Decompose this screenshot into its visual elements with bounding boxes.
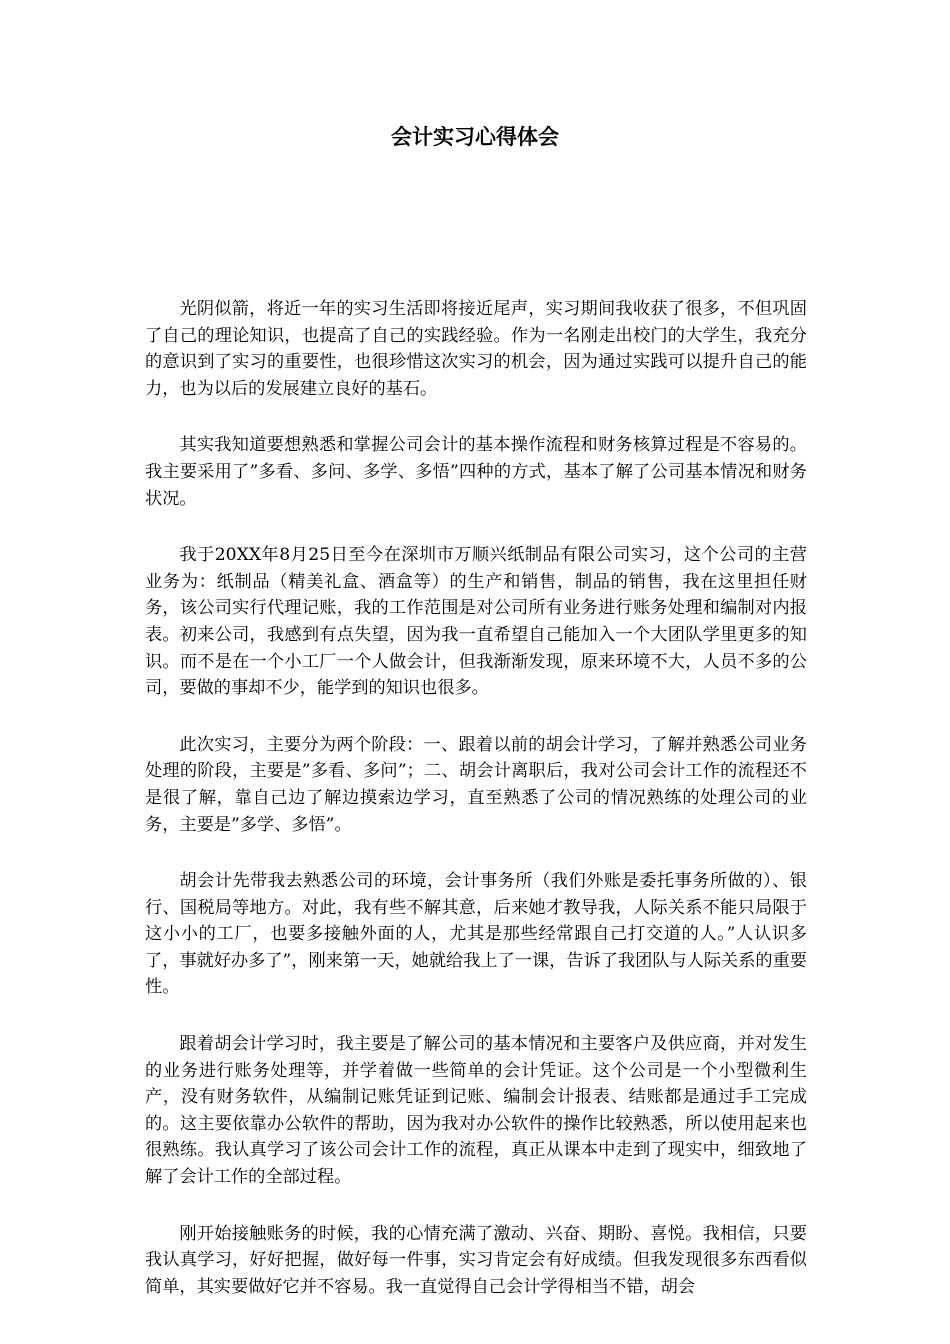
paragraph-4: 此次实习，主要分为两个阶段：一、跟着以前的胡会计学习，了解并熟悉公司业务处理的阶段，主要是”多看、多问”；二、胡会计离职后，我对公司会计工作的流程还不是很了解，靠自己边了解边摸索边学习，直至熟悉了公司的情况熟练的处理公司的业务，主要是”多学、多悟”。 [145, 734, 807, 835]
paragraph-2: 其实我知道要想熟悉和掌握公司会计的基本操作流程和财务核算过程是不容易的。我主要采用了”多看、多问、多学、多悟”四种的方式，基本了解了公司基本情况和财务状况。 [145, 435, 807, 509]
document-title: 会计实习心得体会 [391, 125, 559, 149]
paragraph-7: 刚开始接触账务的时候，我的心情充满了激动、兴奋、期盼、喜悦。我相信，只要我认真学习，好好把握，做好每一件事，实习肯定会有好成绩。但我发现很多东西看似简单，其实要做好它并不容易。我一直觉得自己会计学得相当不错，胡会 [145, 1223, 807, 1297]
paragraph-6: 跟着胡会计学习时，我主要是了解公司的基本情况和主要客户及供应商，并对发生的业务进行账务处理等，并学着做一些简单的会计凭证。这个公司是一个小型微利生产，没有财务软件，从编制记账凭证到记账、编制会计报表、结账都是通过手工完成的。这主要依靠办公软件的帮助，因为我对办公软件的操作比较熟悉，所以使用起来也很熟练。我认真学习了该公司会计工作的流程，真正从课本中走到了现实中，细致地了解了会计工作的全部过程。 [145, 1034, 807, 1188]
paragraph-1: 光阴似箭，将近一年的实习生活即将接近尾声，实习期间我收获了很多，不但巩固了自己的理论知识，也提高了自己的实践经验。作为一名刚走出校门的大学生，我充分的意识到了实习的重要性，也很珍惜这次实习的机会，因为通过实践可以提升自己的能力，也为以后的发展建立良好的基石。 [145, 299, 807, 399]
document-body [145, 296, 807, 1330]
paragraph-5: 胡会计先带我去熟悉公司的环境，会计事务所（我们外账是委托事务所做的）、银行、国税局等地方。对此，我有些不解其意，后来她才教导我，人际关系不能只局限于这小小的工厂，也要多接触外面的人，尤其是那些经常跟自己打交道的人。”人认识多了，事就好办多了”，刚来第一天，她就给我上了一课，告诉了我团队与人际关系的重要性。 [145, 871, 807, 998]
paragraph-3: 我于20XX年8月25日至今在深圳市万顺兴纸制品有限公司实习，这个公司的主营业务为：纸制品（精美礼盒、酒盒等）的生产和销售，制品的销售，我在这里担任财务，该公司实行代理记账，我的工作范围是对公司所有业务进行账务处理和编制对内报表。初来公司，我感到有点失望，因为我一直希望自己能加入一个大团队学里更多的知识。而不是在一个小工厂一个人做会计，但我渐渐发现，原来环境不大，人员不多的公司，要做的事却不少，能学到的知识也很多。 [145, 545, 807, 699]
